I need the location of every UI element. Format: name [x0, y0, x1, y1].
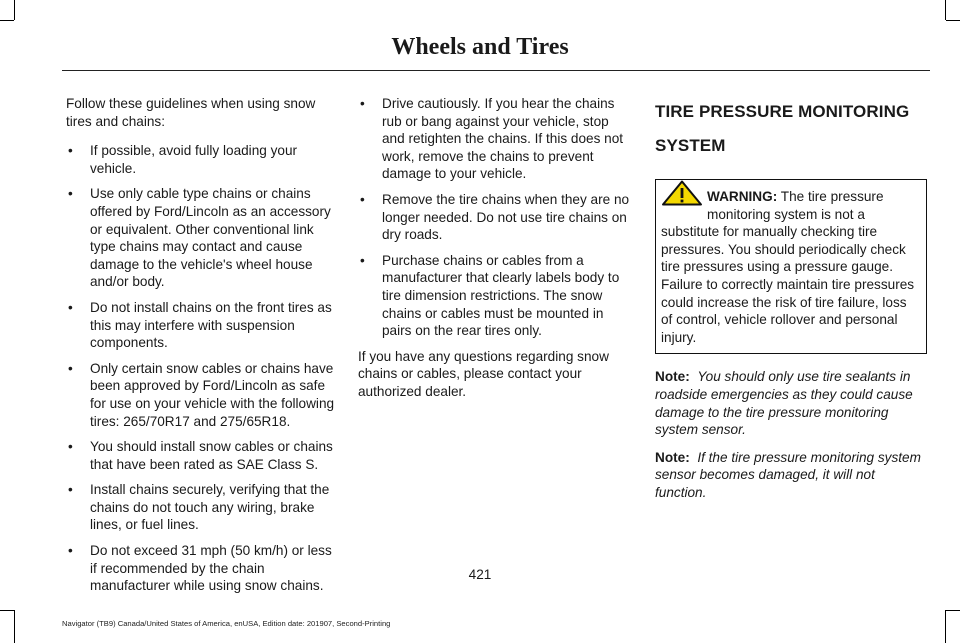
- crop-mark: [14, 610, 15, 643]
- warning-label: WARNING:: [707, 189, 778, 204]
- crop-mark: [945, 0, 946, 20]
- chain-usage-list: [358, 95, 632, 340]
- list-item: • Remove the tire chains when they are no longer needed. Do not use tire chains on dry roads.: [358, 191, 632, 244]
- list-item: • Do not install chains on the front tires as this may interfere with suspension components.: [66, 299, 338, 352]
- column-1: [66, 95, 338, 603]
- note-label: Note:: [655, 369, 690, 385]
- closing-paragraph: If you have any questions regarding snow chains or cables, please contact your authorized dealer.: [358, 348, 609, 399]
- list-item: • Purchase chains or cables from a manufacturer that clearly labels body to tire dimension restrictions. The snow chains or cables must be mounted in pairs on the rear tires only.: [358, 252, 632, 340]
- edition-footer: Navigator (TB9) Canada/United States of America, enUSA, Edition date: 201907, Second-Printing: [62, 619, 391, 628]
- crop-mark: [945, 610, 946, 643]
- section-heading: [655, 95, 927, 163]
- crop-mark: [946, 610, 960, 611]
- warning-triangle-icon: [661, 180, 703, 206]
- column-3: [655, 95, 927, 512]
- warning-box: [655, 179, 927, 354]
- column-2: [358, 95, 632, 413]
- snow-chain-guidelines-list: [66, 142, 338, 595]
- page-number: 421: [468, 567, 492, 582]
- page-title: Wheels and Tires: [391, 34, 569, 60]
- crop-mark: [0, 20, 14, 21]
- list-item: • Use only cable type chains or chains offered by Ford/Lincoln as an accessory or equivalent. Other conventional link type chains may contact and cause damage to the vehicle's wheel house and/or body.: [66, 185, 338, 291]
- section-heading-line: SYSTEM: [655, 136, 726, 155]
- list-item: • Drive cautiously. If you hear the chains rub or bang against your vehicle, stop and retighten the chains. If this does not work, remove the chains to prevent damage to your vehicle.: [358, 95, 632, 183]
- note: [655, 449, 927, 502]
- list-item: • If possible, avoid fully loading your vehicle.: [66, 142, 338, 177]
- list-item: • Do not exceed 31 mph (50 km/h) or less if recommended by the chain manufacturer while using snow chains.: [66, 542, 338, 595]
- note-text: If the tire pressure monitoring system sensor becomes damaged, it will not function.: [655, 449, 921, 500]
- list-item: • Only certain snow cables or chains have been approved by Ford/Lincoln as safe for use on your vehicle with the following tires: 265/70R17 and 275/65R18.: [66, 360, 338, 430]
- list-item: • Install chains securely, verifying that the chains do not touch any wiring, brake lines, or fuel lines.: [66, 481, 338, 534]
- intro-paragraph: Follow these guidelines when using snow tires and chains:: [66, 96, 316, 129]
- warning-text: The tire pressure monitoring system is not a substitute for manually checking tire pressures. You should periodically check tire pressures using a pressure gauge. Failure to correctly maintain tire pressures could increase the risk of tire failure, loss of control, vehicle rollover and personal injury.: [661, 189, 915, 345]
- crop-mark: [0, 610, 14, 611]
- header-divider: [62, 70, 930, 71]
- note-label: Note:: [655, 449, 690, 465]
- list-item: • You should install snow cables or chains that have been rated as SAE Class S.: [66, 438, 338, 473]
- crop-mark: [946, 20, 960, 21]
- section-heading-line: TIRE PRESSURE MONITORING: [655, 102, 910, 121]
- note-text: You should only use tire sealants in roadside emergencies as they could cause damage to the tire pressure monitoring system sensor.: [655, 369, 913, 438]
- crop-mark: [14, 0, 15, 20]
- note: [655, 368, 927, 438]
